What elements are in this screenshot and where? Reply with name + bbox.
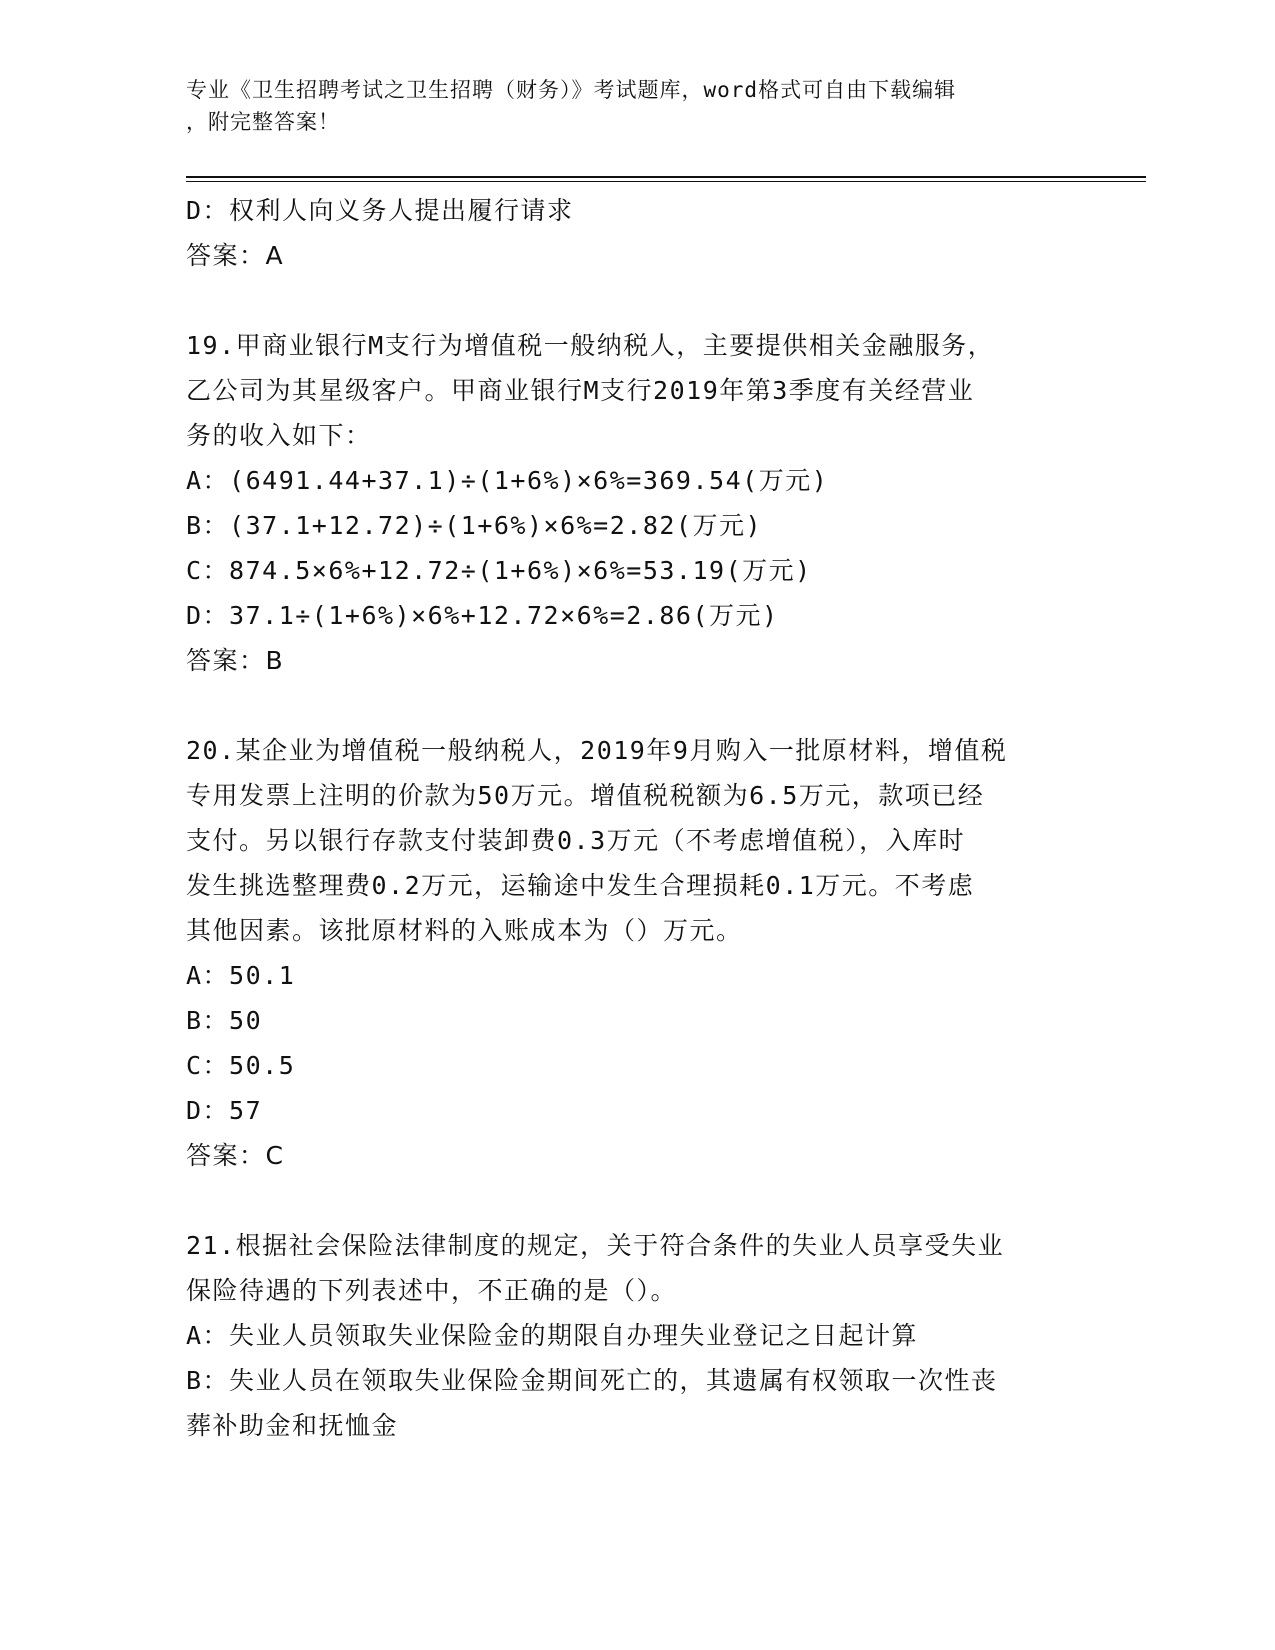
question-19	[186, 323, 1086, 683]
question-stem-line: 发生挑选整理费0.2万元，运输途中发生合理损耗0.1万元。不考虑	[186, 871, 975, 900]
question-stem-line: 务的收入如下：	[186, 421, 372, 450]
option-a: A：50.1	[186, 961, 296, 990]
answer-line: 答案：C	[186, 1141, 285, 1170]
question-stem-line: 19.甲商业银行M支行为增值税一般纳税人，主要提供相关金融服务，	[186, 331, 995, 360]
answer-line: 答案：A	[186, 241, 285, 270]
question-body	[186, 188, 1086, 1448]
option-c: C：50.5	[186, 1051, 296, 1080]
question-stem-line: 其他因素。该批原材料的入账成本为（）万元。	[186, 916, 743, 945]
question-21	[186, 1223, 1086, 1448]
option-a: A：失业人员领取失业保险金的期限自办理失业登记之日起计算	[186, 1321, 919, 1350]
header-rule-thin	[186, 181, 1146, 182]
spacer	[186, 278, 1086, 323]
option-a: A：(6491.44+37.1)÷(1+6%)×6%=369.54(万元)	[186, 466, 829, 495]
question-stem-line: 支付。另以银行存款支付装卸费0.3万元（不考虑增值税），入库时	[186, 826, 966, 855]
option-c: C：874.5×6%+12.72÷(1+6%)×6%=53.19(万元)	[186, 556, 812, 585]
header-title-line-2: ，附完整答案！	[186, 110, 340, 134]
question-stem-line: 专用发票上注明的价款为50万元。增值税税额为6.5万元，款项已经	[186, 781, 985, 810]
page-header	[186, 74, 1066, 138]
option-d: D：57	[186, 1096, 263, 1125]
question-stem-line: 保险待遇的下列表述中，不正确的是（）。	[186, 1276, 678, 1305]
option-b: B：(37.1+12.72)÷(1+6%)×6%=2.82(万元)	[186, 511, 763, 540]
option-b: B：50	[186, 1006, 263, 1035]
question-stem-line: 21.根据社会保险法律制度的规定，关于符合条件的失业人员享受失业	[186, 1231, 1005, 1260]
answer-line: 答案：B	[186, 646, 285, 675]
option-b-continuation: 葬补助金和抚恤金	[186, 1411, 399, 1440]
question-stem-line: 乙公司为其星级客户。甲商业银行M支行2019年第3季度有关经营业	[186, 376, 975, 405]
option-d: D：权利人向义务人提出履行请求	[186, 196, 574, 225]
question-20	[186, 728, 1086, 1178]
spacer	[186, 1178, 1086, 1223]
spacer	[186, 683, 1086, 728]
option-b: B：失业人员在领取失业保险金期间死亡的，其遗属有权领取一次性丧	[186, 1366, 998, 1395]
header-title-line-1: 专业《卫生招聘考试之卫生招聘（财务）》考试题库，word格式可自由下载编辑	[186, 78, 957, 102]
question-stem-line: 20.某企业为增值税一般纳税人，2019年9月购入一批原材料，增值税	[186, 736, 1008, 765]
header-rule-thick	[186, 176, 1146, 178]
option-d: D：37.1÷(1+6%)×6%+12.72×6%=2.86(万元)	[186, 601, 779, 630]
